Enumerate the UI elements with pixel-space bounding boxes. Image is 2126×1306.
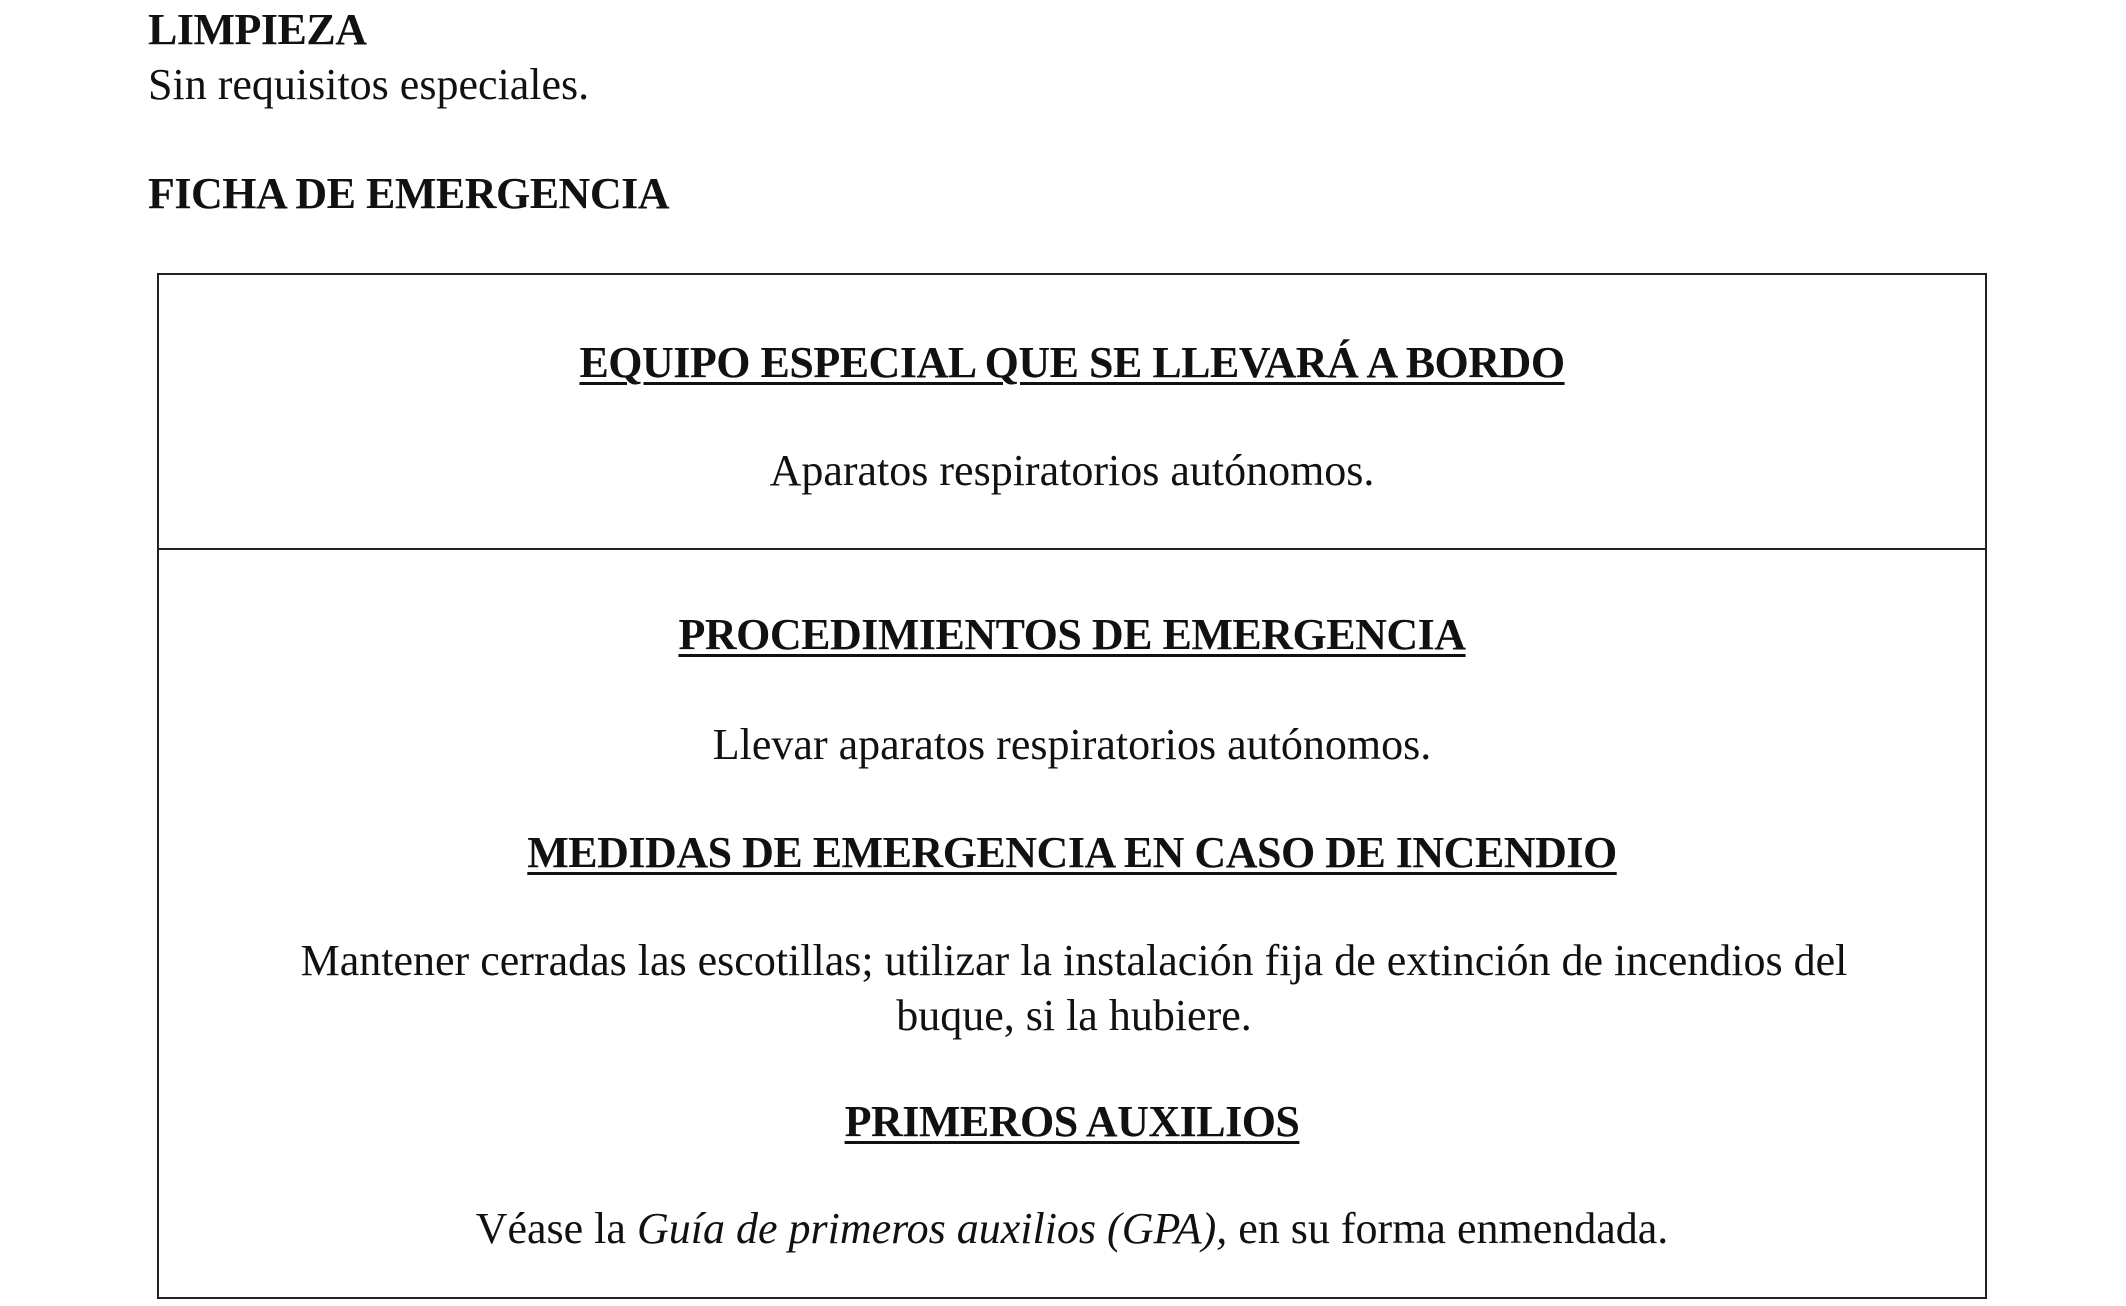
equipment-heading: EQUIPO ESPECIAL QUE SE LLEVARÁ A BORDO — [579, 338, 1565, 387]
cleaning-text: Sin requisitos especiales. — [148, 60, 590, 109]
first-aid-text-after: en su forma enmendada. — [1227, 1204, 1669, 1253]
emergency-card — [157, 273, 1987, 1299]
procedures-section — [159, 550, 1985, 1299]
cleaning-title: LIMPIEZA — [148, 5, 367, 54]
first-aid-text — [159, 1201, 1985, 1256]
first-aid-text-before: Véase la — [475, 1204, 637, 1253]
first-aid-heading: PRIMEROS AUXILIOS — [844, 1097, 1300, 1146]
procedures-text: Llevar aparatos respiratorios autónomos. — [712, 720, 1432, 769]
emergency-sheet-title: FICHA DE EMERGENCIA — [148, 169, 669, 218]
first-aid-guide-title: Guía de primeros auxilios (GPA), — [636, 1204, 1228, 1253]
equipment-section — [159, 275, 1985, 550]
fire-heading: MEDIDAS DE EMERGENCIA EN CASO DE INCENDIO — [527, 828, 1617, 877]
procedures-heading: PROCEDIMIENTOS DE EMERGENCIA — [678, 610, 1466, 659]
fire-text: Mantener cerradas las escotillas; utilizar la instalación fija de extinción de incendios del buque, si la hubiere. — [300, 936, 1848, 1040]
equipment-text: Aparatos respiratorios autónomos. — [769, 446, 1375, 495]
